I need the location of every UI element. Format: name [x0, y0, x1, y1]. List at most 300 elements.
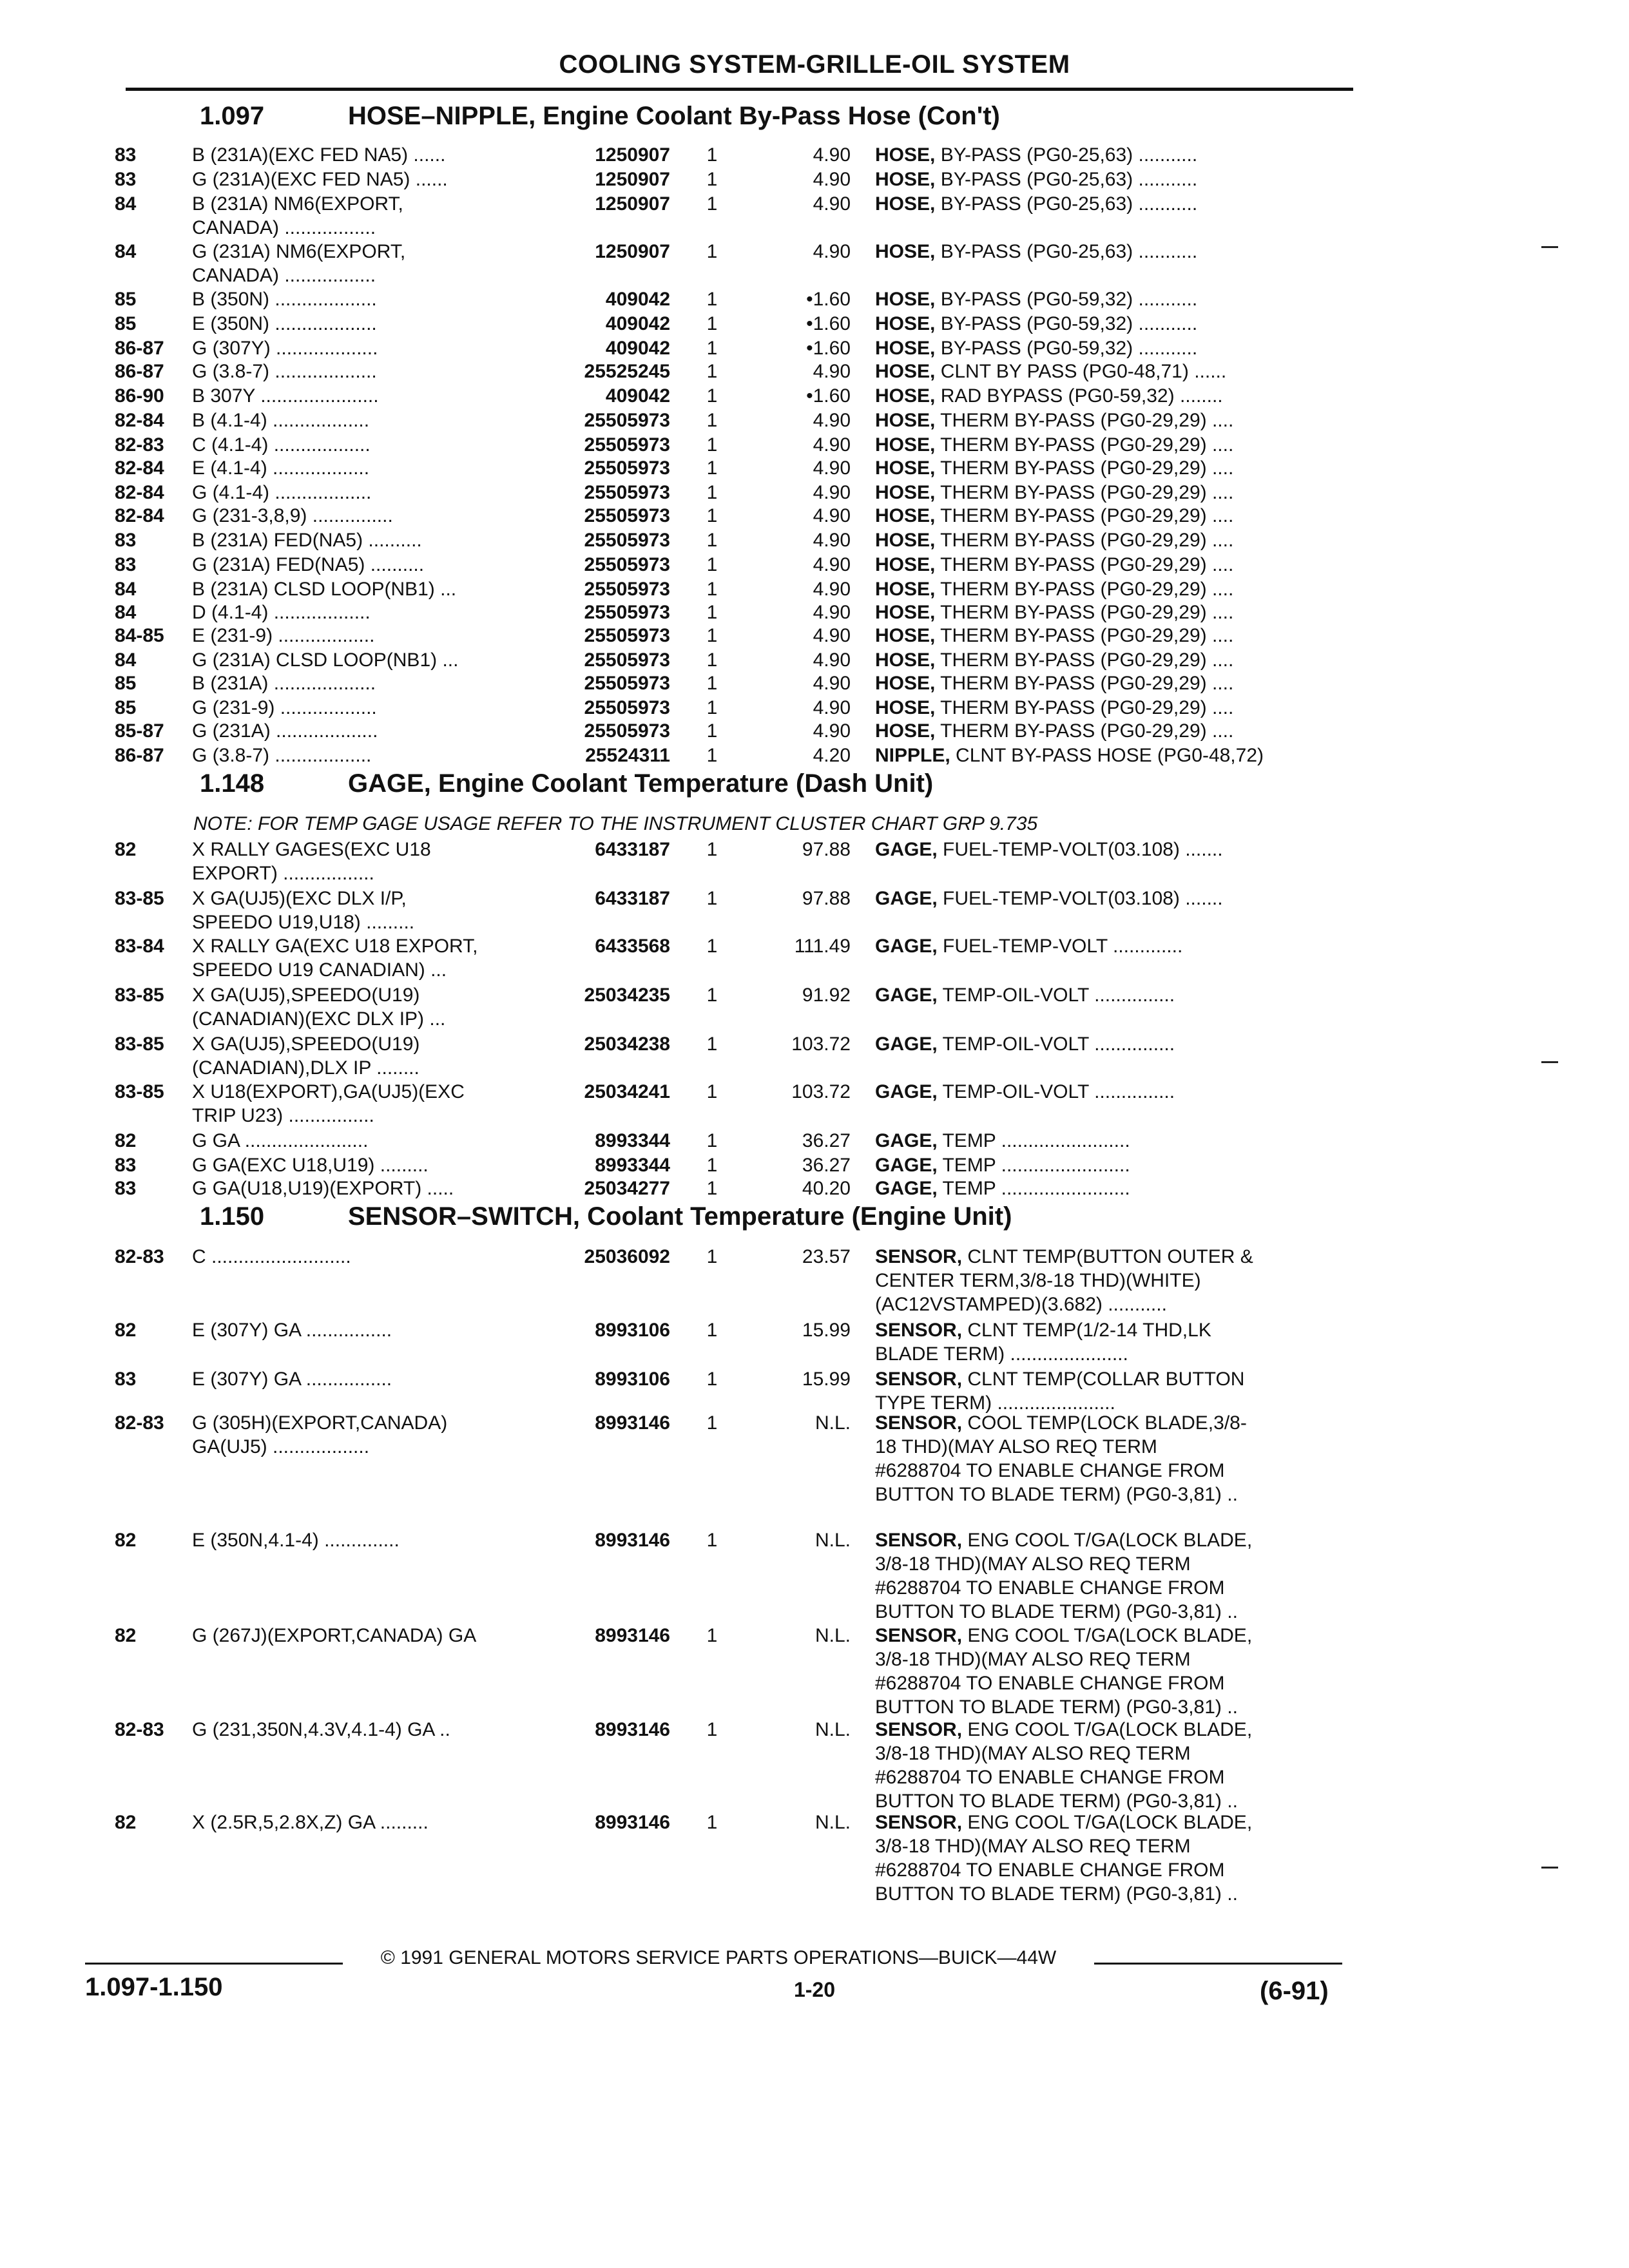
body-engine-description: G (267J)(EXPORT,CANADA) GA [192, 1625, 477, 1646]
body-engine-description: G (3.8-7) .................. [192, 745, 372, 766]
model-year: 85 [115, 289, 137, 310]
price: N.L. [815, 1530, 851, 1551]
part-name [875, 287, 1339, 311]
part-name-keyword: SENSOR, [875, 1412, 963, 1434]
part-name-keyword: HOSE, [875, 313, 936, 334]
quantity: 1 [706, 144, 718, 166]
part-name [875, 1153, 1339, 1177]
quantity: 1 [706, 530, 718, 551]
part-number: 25034238 [584, 1033, 670, 1055]
quantity: 1 [706, 482, 718, 503]
quantity: 1 [706, 888, 718, 909]
part-name-detail: ENG COOL T/GA(LOCK BLADE, 3/8-18 THD)(MAY ALSO REQ TERM #6288704 TO ENABLE CHANGE FROM BUTTON TO BLADE TERM) (PG0-3,81) .. [875, 1812, 1253, 1905]
quantity: 1 [706, 313, 718, 334]
part-number: 25036092 [584, 1246, 670, 1267]
model-year: 83 [115, 530, 137, 551]
part-name [875, 1129, 1339, 1153]
part-name-keyword: HOSE, [875, 602, 936, 623]
body-engine-description: E (231-9) .................. [192, 625, 375, 646]
part-name-keyword: SENSOR, [875, 1812, 963, 1833]
part-name [875, 648, 1339, 672]
part-number: 8993106 [595, 1320, 670, 1341]
model-year: 82 [115, 839, 137, 860]
model-year: 85 [115, 313, 137, 334]
part-name [875, 1318, 1339, 1366]
model-year: 83-84 [115, 936, 164, 957]
part-name-keyword: HOSE, [875, 434, 936, 456]
part-number: 6433187 [595, 888, 670, 909]
quantity: 1 [706, 361, 718, 382]
part-name-keyword: HOSE, [875, 554, 936, 575]
section-number: 1.097 [200, 102, 265, 130]
part-name-keyword: HOSE, [875, 649, 936, 671]
part-name-detail: TEMP-OIL-VOLT ............... [937, 985, 1175, 1006]
part-name-keyword: HOSE, [875, 673, 936, 694]
body-engine-description: B (231A) CLSD LOOP(NB1) ... [192, 579, 457, 600]
part-name [875, 240, 1339, 264]
part-name-keyword: HOSE, [875, 530, 936, 551]
part-name-keyword: HOSE, [875, 625, 936, 646]
price: 4.90 [813, 144, 851, 166]
body-engine-description: E (307Y) GA ................ [192, 1369, 392, 1390]
part-name-detail: RAD BYPASS (PG0-59,32) ........ [935, 385, 1223, 407]
part-number: 25505973 [584, 579, 670, 600]
part-name-detail: THERM BY-PASS (PG0-29,29) .... [935, 457, 1234, 479]
part-name [875, 601, 1339, 624]
body-engine-description: G (231A) ................... [192, 720, 378, 742]
body-engine-description: G (231-9) .................. [192, 697, 377, 718]
quantity: 1 [706, 697, 718, 718]
part-name [875, 887, 1339, 910]
part-name-keyword: HOSE, [875, 697, 936, 718]
part-name [875, 838, 1339, 861]
part-number: 8993344 [595, 1130, 670, 1151]
part-number: 1250907 [595, 169, 670, 190]
part-name-keyword: NIPPLE, [875, 745, 950, 766]
part-name-detail: THERM BY-PASS (PG0-29,29) .... [935, 434, 1234, 456]
body-engine-description: G (231A)(EXC FED NA5) ...... [192, 169, 448, 190]
part-name [875, 1624, 1339, 1719]
part-name-keyword: HOSE, [875, 361, 936, 382]
binding-mark [1541, 1061, 1558, 1063]
quantity: 1 [706, 673, 718, 694]
model-year: 82-83 [115, 434, 164, 456]
price: 4.90 [813, 554, 851, 575]
body-engine-description: G (231A) NM6(EXPORT, CANADA) ................. [192, 241, 406, 286]
part-number: 25505973 [584, 625, 670, 646]
price: N.L. [815, 1812, 851, 1833]
part-name-keyword: SENSOR, [875, 1320, 963, 1341]
part-name [875, 983, 1339, 1007]
model-year: 84 [115, 602, 137, 623]
model-year: 82-83 [115, 1246, 164, 1267]
part-name-keyword: HOSE, [875, 385, 936, 407]
part-name [875, 312, 1339, 336]
part-number: 409042 [605, 313, 670, 334]
part-name-detail: BY-PASS (PG0-59,32) ........... [935, 338, 1198, 359]
quantity: 1 [706, 649, 718, 671]
body-engine-description: X GA(UJ5)(EXC DLX I/P, SPEEDO U19,U18) ......... [192, 888, 415, 933]
quantity: 1 [706, 1081, 718, 1102]
part-name [875, 504, 1339, 528]
price: 4.90 [813, 625, 851, 646]
model-year: 83-85 [115, 1081, 164, 1102]
part-name [875, 168, 1339, 191]
price: N.L. [815, 1412, 851, 1434]
part-name-keyword: GAGE, [875, 1033, 938, 1055]
price: 97.88 [802, 839, 851, 860]
body-engine-description: B (350N) ................... [192, 289, 377, 310]
quantity: 1 [706, 169, 718, 190]
part-number: 25505973 [584, 457, 670, 479]
part-name [875, 384, 1339, 408]
part-name-detail: THERM BY-PASS (PG0-29,29) .... [935, 505, 1234, 526]
body-engine-description: D (4.1-4) .................. [192, 602, 371, 623]
quantity: 1 [706, 1369, 718, 1390]
price: 4.90 [813, 457, 851, 479]
part-number: 25505973 [584, 720, 670, 742]
body-engine-description: X RALLY GAGES(EXC U18 EXPORT) ................. [192, 839, 431, 884]
part-name-keyword: SENSOR, [875, 1369, 963, 1390]
quantity: 1 [706, 434, 718, 456]
body-engine-description: G GA(U18,U19)(EXPORT) ..... [192, 1178, 454, 1199]
part-number: 8993146 [595, 1719, 670, 1740]
price: 4.90 [813, 673, 851, 694]
quantity: 1 [706, 720, 718, 742]
price: N.L. [815, 1625, 851, 1646]
part-name-keyword: SENSOR, [875, 1625, 963, 1646]
body-engine-description: X (2.5R,5,2.8X,Z) GA ......... [192, 1812, 429, 1833]
part-name-keyword: GAGE, [875, 888, 938, 909]
quantity: 1 [706, 1178, 718, 1199]
part-name [875, 336, 1339, 360]
part-name [875, 1080, 1339, 1104]
body-engine-description: G (307Y) ................... [192, 338, 378, 359]
model-year: 83-85 [115, 985, 164, 1006]
part-name [875, 1528, 1339, 1624]
part-name [875, 1367, 1339, 1415]
price: 4.90 [813, 482, 851, 503]
price: 97.88 [802, 888, 851, 909]
part-name-keyword: GAGE, [875, 839, 938, 860]
part-name-detail: COOL TEMP(LOCK BLADE,3/8- 18 THD)(MAY ALSO REQ TERM #6288704 TO ENABLE CHANGE FROM BUTTON TO BLADE TERM) (PG0-3,81) .. [875, 1412, 1247, 1505]
model-year: 84 [115, 649, 137, 671]
part-name [875, 1718, 1339, 1813]
part-name-keyword: GAGE, [875, 985, 938, 1006]
part-name-keyword: HOSE, [875, 169, 936, 190]
footer-page-number: 1-20 [793, 1978, 836, 2001]
footer-rule-left [85, 1963, 343, 1965]
part-name-detail: THERM BY-PASS (PG0-29,29) .... [935, 602, 1234, 623]
quantity: 1 [706, 410, 718, 431]
section-title: GAGE, Engine Coolant Temperature (Dash Unit) [348, 769, 934, 798]
part-number: 25034277 [584, 1178, 670, 1199]
part-name [875, 934, 1339, 958]
part-name-detail: THERM BY-PASS (PG0-29,29) .... [935, 649, 1234, 671]
quantity: 1 [706, 602, 718, 623]
part-name-detail: THERM BY-PASS (PG0-29,29) .... [935, 530, 1234, 551]
part-name-keyword: HOSE, [875, 720, 936, 742]
quantity: 1 [706, 193, 718, 215]
model-year: 86-87 [115, 745, 164, 766]
body-engine-description: G (231A) CLSD LOOP(NB1) ... [192, 649, 459, 671]
part-name-detail: FUEL-TEMP-VOLT(03.108) ....... [937, 839, 1223, 860]
model-year: 85-87 [115, 720, 164, 742]
part-number: 25505973 [584, 410, 670, 431]
body-engine-description: G (231A) FED(NA5) .......... [192, 554, 425, 575]
part-name-detail: TEMP ........................ [937, 1178, 1130, 1199]
part-name-detail: BY-PASS (PG0-25,63) ........... [935, 144, 1198, 166]
body-engine-description: E (4.1-4) .................. [192, 457, 370, 479]
part-name-keyword: SENSOR, [875, 1719, 963, 1740]
section-title: HOSE–NIPPLE, Engine Coolant By-Pass Hose (Con't) [348, 102, 1000, 130]
part-name [875, 1811, 1339, 1906]
part-name-keyword: HOSE, [875, 579, 936, 600]
quantity: 1 [706, 985, 718, 1006]
part-name [875, 696, 1339, 720]
price: 40.20 [802, 1178, 851, 1199]
part-number: 6433568 [595, 936, 670, 957]
part-name [875, 1032, 1339, 1056]
model-year: 84-85 [115, 625, 164, 646]
part-name [875, 528, 1339, 552]
part-name-detail: THERM BY-PASS (PG0-29,29) .... [935, 720, 1234, 742]
part-number: 8993344 [595, 1155, 670, 1176]
model-year: 82-84 [115, 482, 164, 503]
part-name [875, 481, 1339, 505]
part-number: 8993146 [595, 1412, 670, 1434]
part-number: 25034241 [584, 1081, 670, 1102]
part-name-keyword: HOSE, [875, 482, 936, 503]
part-name-keyword: HOSE, [875, 144, 936, 166]
quantity: 1 [706, 241, 718, 262]
part-number: 8993146 [595, 1625, 670, 1646]
part-number: 1250907 [595, 144, 670, 166]
quantity: 1 [706, 1033, 718, 1055]
part-name-detail: THERM BY-PASS (PG0-29,29) .... [935, 673, 1234, 694]
part-name [875, 1245, 1339, 1316]
part-name-keyword: GAGE, [875, 1178, 938, 1199]
price: 4.90 [813, 434, 851, 456]
price: 4.90 [813, 649, 851, 671]
part-name-keyword: GAGE, [875, 1130, 938, 1151]
part-name [875, 1411, 1339, 1506]
body-engine-description: G (231,350N,4.3V,4.1-4) GA .. [192, 1719, 450, 1740]
price: •1.60 [806, 313, 851, 334]
body-engine-description: G GA(EXC U18,U19) ......... [192, 1155, 429, 1176]
part-number: 25505973 [584, 530, 670, 551]
part-name [875, 433, 1339, 457]
quantity: 1 [706, 1412, 718, 1434]
section-title: SENSOR–SWITCH, Coolant Temperature (Engine Unit) [348, 1202, 1012, 1231]
body-engine-description: G GA ....................... [192, 1130, 369, 1151]
quantity: 1 [706, 1530, 718, 1551]
model-year: 85 [115, 673, 137, 694]
quantity: 1 [706, 625, 718, 646]
body-engine-description: X RALLY GA(EXC U18 EXPORT, SPEEDO U19 CANADIAN) ... [192, 936, 478, 981]
quantity: 1 [706, 1719, 718, 1740]
price: 4.90 [813, 505, 851, 526]
quantity: 1 [706, 505, 718, 526]
model-year: 82-84 [115, 505, 164, 526]
model-year: 82-84 [115, 410, 164, 431]
part-number: 25505973 [584, 482, 670, 503]
body-engine-description: G (4.1-4) .................. [192, 482, 372, 503]
body-engine-description: X GA(UJ5),SPEEDO(U19) (CANADIAN)(EXC DLX IP) ... [192, 985, 446, 1030]
part-name-keyword: HOSE, [875, 457, 936, 479]
model-year: 82-84 [115, 457, 164, 479]
model-year: 83 [115, 169, 137, 190]
part-name-detail: ENG COOL T/GA(LOCK BLADE, 3/8-18 THD)(MAY ALSO REQ TERM #6288704 TO ENABLE CHANGE FROM BUTTON TO BLADE TERM) (PG0-3,81) .. [875, 1530, 1253, 1622]
body-engine-description: B (231A) FED(NA5) .......... [192, 530, 422, 551]
quantity: 1 [706, 579, 718, 600]
model-year: 83-85 [115, 1033, 164, 1055]
part-number: 25505973 [584, 434, 670, 456]
part-name-keyword: HOSE, [875, 410, 936, 431]
part-name-detail: FUEL-TEMP-VOLT ............. [937, 936, 1183, 957]
part-name-detail: CLNT BY-PASS HOSE (PG0-48,72) [950, 745, 1264, 766]
part-name-detail: THERM BY-PASS (PG0-29,29) .... [935, 554, 1234, 575]
part-name-keyword: GAGE, [875, 936, 938, 957]
part-name [875, 624, 1339, 648]
price: 4.90 [813, 193, 851, 215]
price: 4.90 [813, 410, 851, 431]
part-number: 8993106 [595, 1369, 670, 1390]
part-name-detail: BY-PASS (PG0-59,32) ........... [935, 313, 1198, 334]
price: 111.49 [794, 936, 851, 957]
part-name-detail: CLNT BY PASS (PG0-48,71) ...... [935, 361, 1227, 382]
part-number: 409042 [605, 338, 670, 359]
quantity: 1 [706, 1625, 718, 1646]
part-name [875, 143, 1339, 167]
model-year: 82-83 [115, 1412, 164, 1434]
part-name [875, 1177, 1339, 1200]
body-engine-description: G (305H)(EXPORT,CANADA) GA(UJ5) .................. [192, 1412, 448, 1457]
model-year: 83 [115, 1369, 137, 1390]
price: 4.90 [813, 697, 851, 718]
part-name-detail: ENG COOL T/GA(LOCK BLADE, 3/8-18 THD)(MAY ALSO REQ TERM #6288704 TO ENABLE CHANGE FROM BUTTON TO BLADE TERM) (PG0-3,81) .. [875, 1719, 1253, 1812]
price: 4.90 [813, 602, 851, 623]
quantity: 1 [706, 457, 718, 479]
body-engine-description: B (4.1-4) .................. [192, 410, 370, 431]
part-number: 8993146 [595, 1530, 670, 1551]
price: 4.90 [813, 579, 851, 600]
price: 103.72 [791, 1033, 851, 1055]
quantity: 1 [706, 1246, 718, 1267]
part-name-detail: BY-PASS (PG0-25,63) ........... [935, 193, 1198, 215]
body-engine-description: X GA(UJ5),SPEEDO(U19) (CANADIAN),DLX IP ........ [192, 1033, 420, 1079]
part-name-detail: THERM BY-PASS (PG0-29,29) .... [935, 482, 1234, 503]
model-year: 83 [115, 1155, 137, 1176]
model-year: 83 [115, 144, 137, 166]
quantity: 1 [706, 1130, 718, 1151]
price: 4.90 [813, 169, 851, 190]
quantity: 1 [706, 839, 718, 860]
quantity: 1 [706, 338, 718, 359]
page-header: COOLING SYSTEM-GRILLE-OIL SYSTEM [559, 50, 1070, 79]
part-name-keyword: HOSE, [875, 241, 936, 262]
model-year: 85 [115, 697, 137, 718]
footer-section-range: 1.097-1.150 [85, 1973, 223, 2001]
part-name-keyword: GAGE, [875, 1155, 938, 1176]
model-year: 84 [115, 193, 137, 215]
footer-date-code: (6-91) [1260, 1977, 1329, 2005]
part-name [875, 577, 1339, 601]
part-number: 25505973 [584, 649, 670, 671]
section-number: 1.148 [200, 769, 265, 798]
model-year: 82 [115, 1530, 137, 1551]
usage-note: NOTE: FOR TEMP GAGE USAGE REFER TO THE INSTRUMENT CLUSTER CHART GRP 9.735 [193, 813, 1038, 834]
price: 4.90 [813, 720, 851, 742]
body-engine-description: C (4.1-4) .................. [192, 434, 371, 456]
quantity: 1 [706, 1320, 718, 1341]
model-year: 84 [115, 241, 137, 262]
part-number: 25525245 [584, 361, 670, 382]
model-year: 82-83 [115, 1719, 164, 1740]
part-name [875, 456, 1339, 480]
price: 91.92 [802, 985, 851, 1006]
model-year: 82 [115, 1320, 137, 1341]
quantity: 1 [706, 385, 718, 407]
part-name-detail: BY-PASS (PG0-25,63) ........... [935, 169, 1198, 190]
part-number: 6433187 [595, 839, 670, 860]
part-name-detail: BY-PASS (PG0-25,63) ........... [935, 241, 1198, 262]
part-name [875, 744, 1339, 767]
part-name [875, 671, 1339, 695]
part-name-keyword: SENSOR, [875, 1246, 963, 1267]
part-name-keyword: HOSE, [875, 193, 936, 215]
part-name-detail: ENG COOL T/GA(LOCK BLADE, 3/8-18 THD)(MAY ALSO REQ TERM #6288704 TO ENABLE CHANGE FROM BUTTON TO BLADE TERM) (PG0-3,81) .. [875, 1625, 1253, 1718]
part-name-detail: TEMP-OIL-VOLT ............... [937, 1081, 1175, 1102]
body-engine-description: X U18(EXPORT),GA(UJ5)(EXC TRIP U23) ................ [192, 1081, 465, 1126]
quantity: 1 [706, 289, 718, 310]
price: 36.27 [802, 1130, 851, 1151]
quantity: 1 [706, 1155, 718, 1176]
footer-rule-right [1094, 1963, 1342, 1965]
part-number: 25505973 [584, 673, 670, 694]
model-year: 82 [115, 1812, 137, 1833]
part-number: 409042 [605, 385, 670, 407]
part-name [875, 192, 1339, 216]
part-number: 25034235 [584, 985, 670, 1006]
model-year: 86-87 [115, 338, 164, 359]
body-engine-description: B (231A)(EXC FED NA5) ...... [192, 144, 446, 166]
part-name-detail: THERM BY-PASS (PG0-29,29) .... [935, 579, 1234, 600]
part-number: 25524311 [585, 745, 670, 766]
part-name-detail: CLNT TEMP(1/2-14 THD,LK BLADE TERM) ...................... [875, 1320, 1211, 1365]
body-engine-description: C .......................... [192, 1246, 351, 1267]
body-engine-description: G (231-3,8,9) ............... [192, 505, 393, 526]
section-number: 1.150 [200, 1202, 265, 1231]
price: •1.60 [806, 338, 851, 359]
part-name-detail: TEMP ........................ [937, 1130, 1130, 1151]
quantity: 1 [706, 1812, 718, 1833]
quantity: 1 [706, 554, 718, 575]
part-name-keyword: SENSOR, [875, 1530, 963, 1551]
model-year: 83-85 [115, 888, 164, 909]
price: 15.99 [802, 1320, 851, 1341]
part-number: 25505973 [584, 602, 670, 623]
body-engine-description: E (307Y) GA ................ [192, 1320, 392, 1341]
quantity: 1 [706, 745, 718, 766]
part-name-detail: TEMP-OIL-VOLT ............... [937, 1033, 1175, 1055]
model-year: 84 [115, 579, 137, 600]
price: 4.20 [813, 745, 851, 766]
part-name-keyword: HOSE, [875, 289, 936, 310]
footer-copyright: © 1991 GENERAL MOTORS SERVICE PARTS OPERATIONS—BUICK—44W [380, 1947, 1057, 1968]
quantity: 1 [706, 936, 718, 957]
part-name [875, 408, 1339, 432]
